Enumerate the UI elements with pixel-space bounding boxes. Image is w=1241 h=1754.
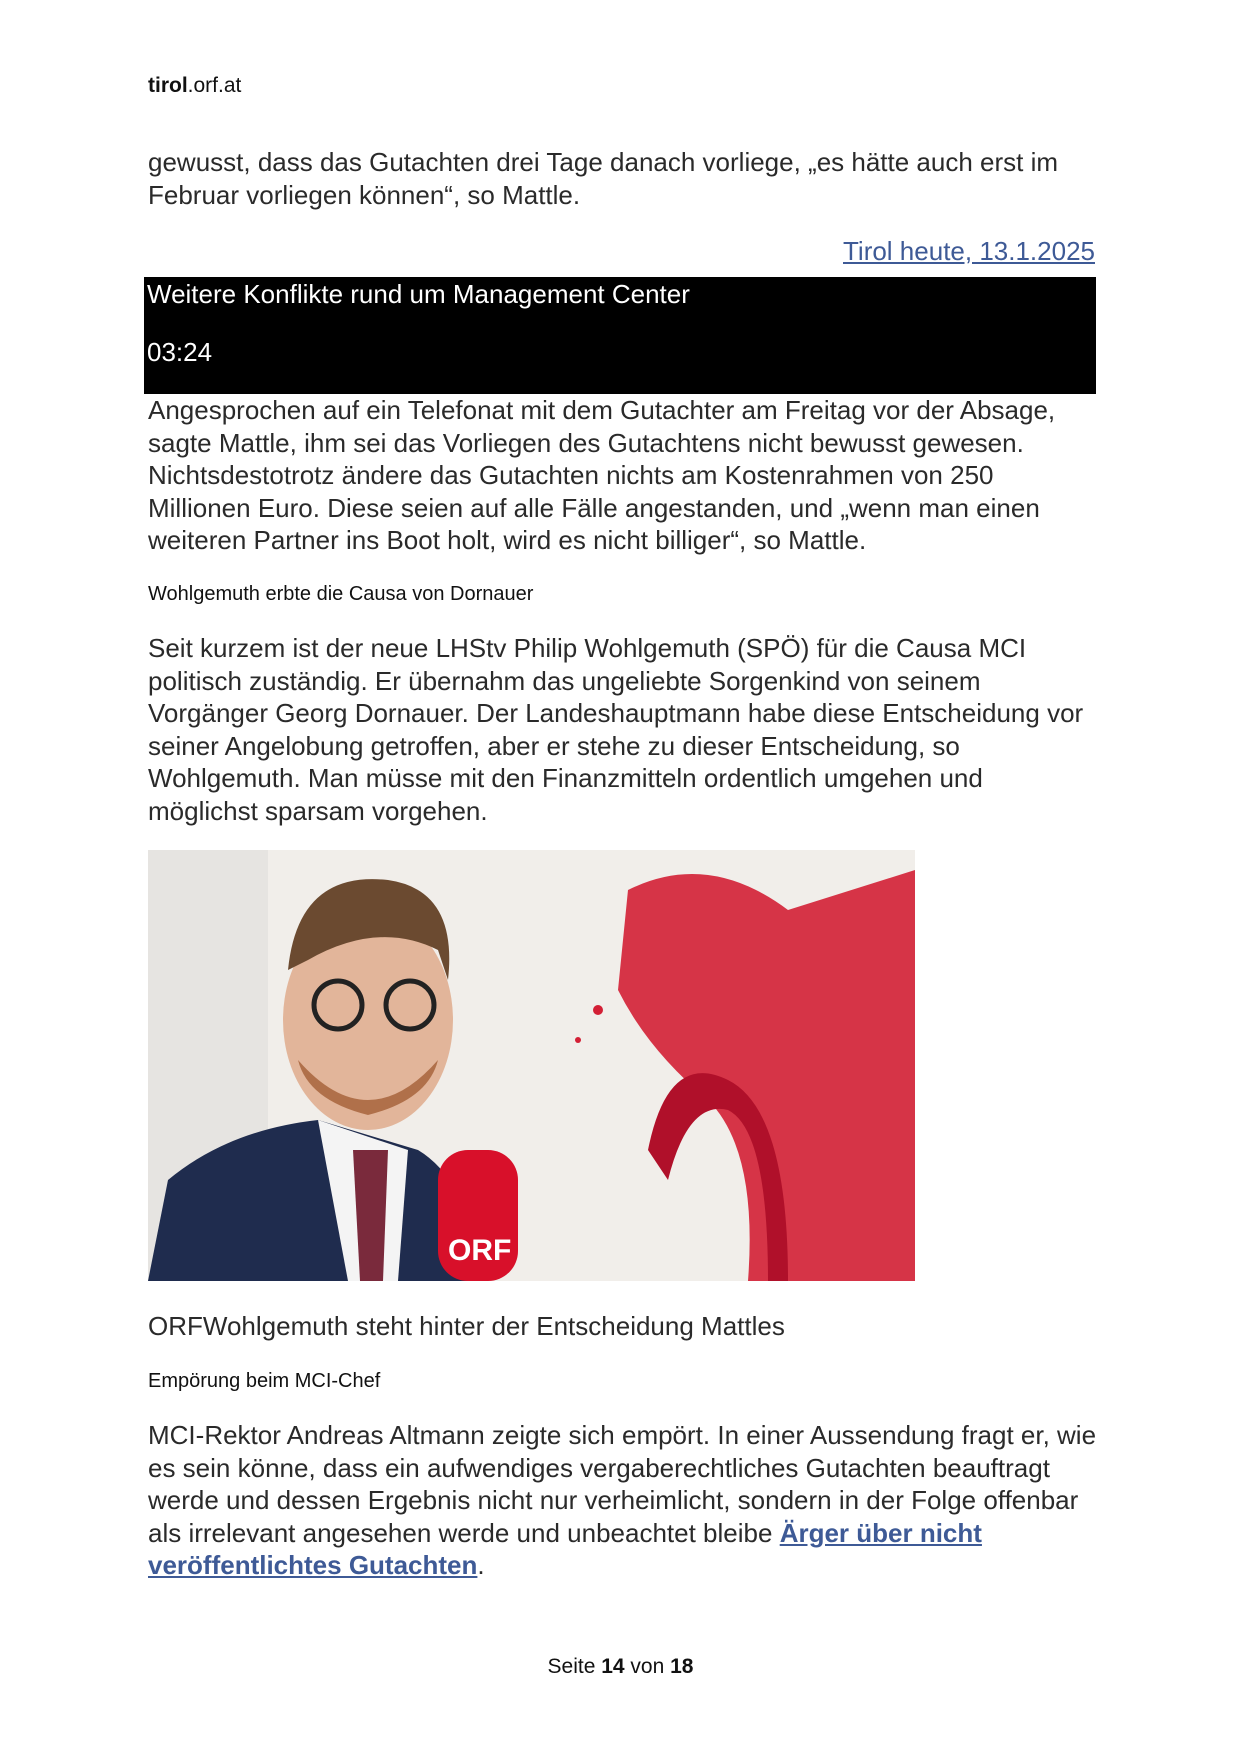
- paragraph: MCI-Rektor Andreas Altmann zeigte sich empört. In einer Aussendung fragt er, wie es sein könne, dass ein aufwendiges vergaberechtliches Gutachten beauftragt werde und dessen Ergebnis nicht nur verheimlicht, sondern in der Folge offenbar als irrelevant angesehen werde und unbeachtet bleibe Ärger über nicht veröffentlichtes Gutachten.: [148, 1420, 1097, 1580]
- photo-illustration: [148, 850, 915, 1281]
- page-footer: Seite 14 von 18: [547, 1655, 694, 1678]
- video-player[interactable]: [144, 277, 1096, 394]
- paragraph: Angesprochen auf ein Telefonat mit dem Gutachter am Freitag vor der Absage, sagte Mattle, ihm sei das Vorliegen des Gutachtens nicht bewusst gewesen. Nichtsdestotrotz ändere das Gutachten nichts am Kostenrahmen von 250 Millionen Euro. Diese seien auf alle Fälle angestanden, und „wenn man einen weiteren Partner ins Boot holt, wird es nicht billiger“, so Mattle.: [148, 395, 1056, 555]
- source-link[interactable]: Tirol heute, 13.1.2025: [843, 236, 1095, 266]
- video-duration: 03:24: [147, 337, 213, 367]
- mic-logo: ORF: [448, 1234, 512, 1267]
- paragraph: gewusst, dass das Gutachten drei Tage danach vorliege, „es hätte auch erst im Februar vorliegen können“, so Mattle.: [148, 147, 1059, 210]
- subheading: Wohlgemuth erbte die Causa von Dornauer: [148, 583, 534, 605]
- subheading: Empörung beim MCI-Chef: [148, 1370, 381, 1392]
- paragraph: Seit kurzem ist der neue LHStv Philip Wohlgemuth (SPÖ) für die Causa MCI politisch zuständig. Er übernahm das ungeliebte Sorgenkind von seinem Vorgänger Georg Dornauer. Der Landeshauptmann habe diese Entscheidung vor seiner Angelobung getroffen, aber er stehe zu dieser Entscheidung, so Wohlgemuth. Man müsse mit den Finanzmitteln ordentlich umgehen und möglichst sparsam vorgehen.: [148, 633, 1084, 826]
- article-link[interactable]: Ärger über nicht veröffentlichtes Gutachten: [148, 1517, 982, 1580]
- article-photo: [148, 850, 915, 1281]
- image-caption: ORFWohlgemuth steht hinter der Entscheidung Mattles: [148, 1311, 785, 1341]
- site-name: tirol.orf.at: [148, 74, 242, 97]
- video-title: Weitere Konflikte rund um Management Center: [147, 279, 690, 309]
